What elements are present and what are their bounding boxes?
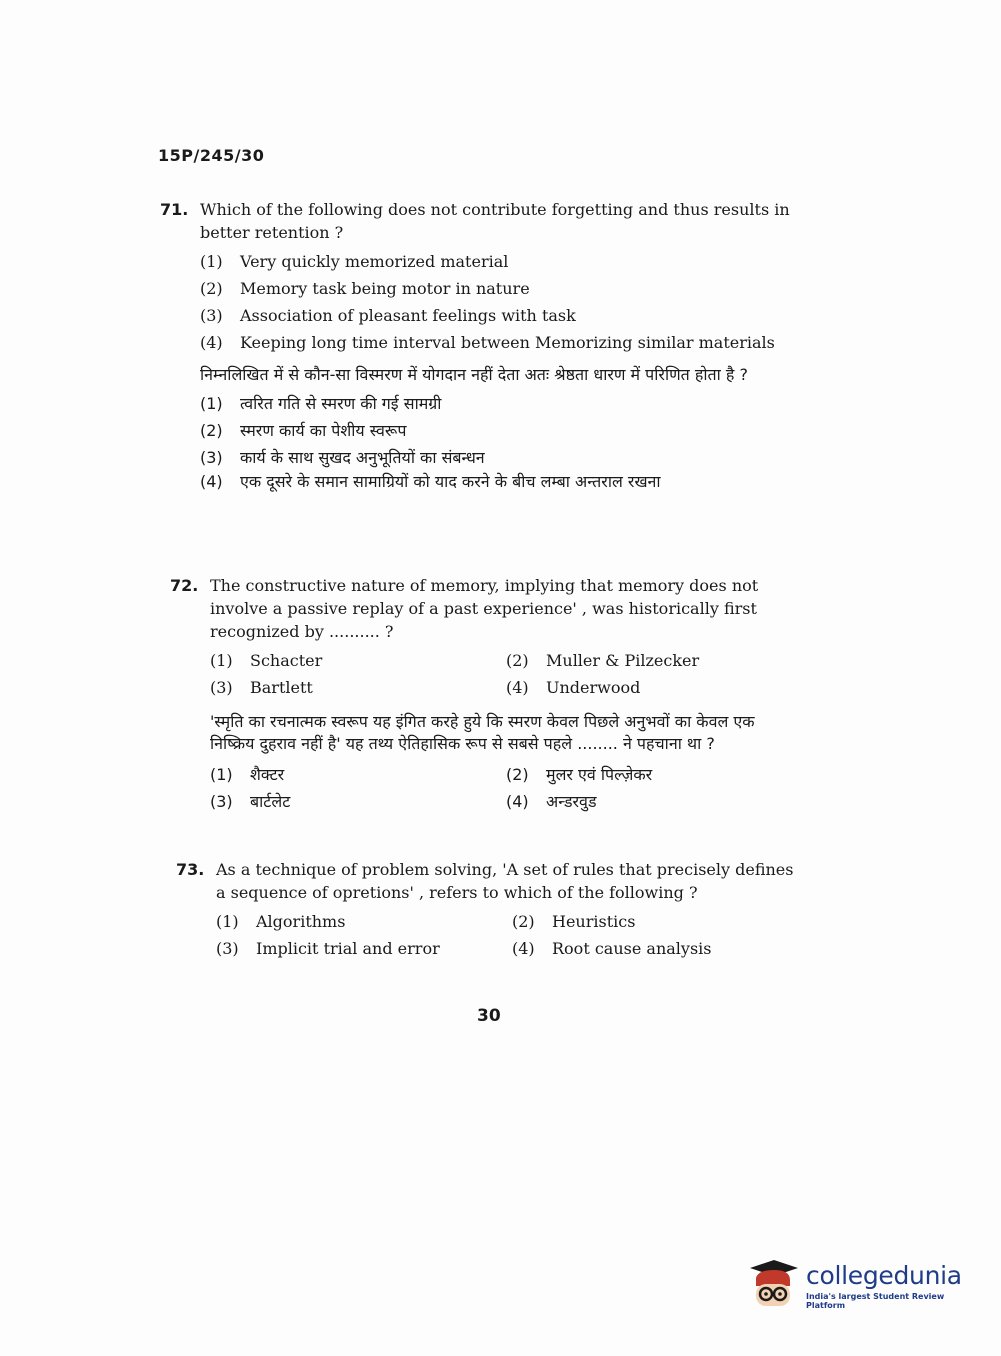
collegedunia-logo [744,1254,972,1316]
options-list [200,248,800,356]
options-grid [210,647,800,701]
options-grid [216,908,806,962]
question-71 [160,198,800,493]
question-number: 72. [170,576,199,595]
option: (3) Bartlett [210,678,313,697]
option: (2) स्मरण कार्य का पेशीय स्वरूप [200,421,407,440]
mascot-icon [744,1256,802,1314]
option: (3) Implicit trial and error [216,939,440,958]
option: (1) Algorithms [216,912,346,931]
question-text: As a technique of problem solving, 'A set of rules that precisely defines a sequence of opretions' , refers to which of the following ? [216,860,794,902]
hindi-question-text: 'स्मृति का रचनात्मक स्वरूप यह इंगित करहे हुये कि स्मरण केवल पिछले अनुभवों का केवल एक निष्क्रिय दुहराव नहीं है' यह तथ्य ऐतिहासिक रूप से सबसे पहले ........ ने पहचाना था ? [210,712,755,753]
question-text: The constructive nature of memory, implying that memory does not involve a passive replay of a past experience' , was historically first recognized by .......... ? [210,576,759,641]
option: (4) Underwood [506,678,641,697]
option: (4) एक दूसरे के समान सामाग्रियों को याद करने के बीच लम्बा अन्तराल रखना [200,472,661,491]
option: (2) Muller & Pilzecker [506,651,700,670]
question-73 [176,858,806,962]
logo-name: collegedunia [806,1260,962,1290]
question-number: 71. [160,200,189,219]
option: (1) Schacter [210,651,323,670]
hindi-question-text: निम्नलिखित में से कौन-सा विस्मरण में योगदान नहीं देता अतः श्रेष्ठता धारण में परिणित होता है ? [200,365,748,384]
option: (2) Memory task being motor in nature [200,279,530,298]
logo-tagline: India's largest Student Review Platform [806,1291,945,1310]
option: (4) अन्डरवुड [506,792,597,811]
question-text: Which of the following does not contribute forgetting and thus results in better retention ? [200,200,790,242]
option: (2) Heuristics [512,912,636,931]
hindi-options-grid [210,761,800,815]
option: (3) कार्य के साथ सुखद अनुभूतियों का संबन्धन [200,448,485,467]
option: (3) बार्टलेट [210,792,291,811]
paper-code: 15P/245/30 [158,146,265,165]
option: (2) मुलर एवं पिल्ज़ेकर [506,765,653,784]
option: (3) Association of pleasant feelings with task [200,306,576,325]
option: (1) त्वरित गति से स्मरण की गई सामग्री [200,394,442,413]
question-number: 73. [176,860,205,879]
option: (4) Root cause analysis [512,939,712,958]
hindi-options-list [200,390,800,493]
question-72 [170,574,800,815]
page-number: 30 [477,1006,501,1026]
option: (4) Keeping long time interval between Memorizing similar materials [200,333,775,352]
option: (1) शैक्टर [210,765,285,784]
option: (1) Very quickly memorized material [200,252,509,271]
